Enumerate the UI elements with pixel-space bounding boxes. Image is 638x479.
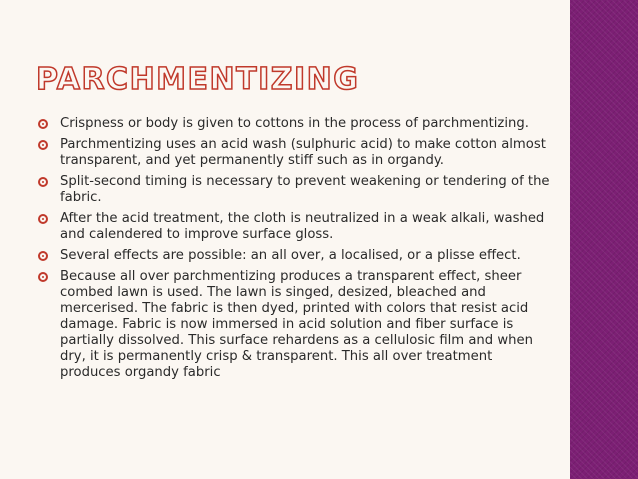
bullet-text: After the acid treatment, the cloth is neutralized in a weak alkali, washed and calendered to improve surface gloss.: [60, 211, 545, 242]
bullet-icon: [38, 140, 48, 150]
bullet-text: Split-second timing is necessary to prevent weakening or tendering of the fabric.: [60, 174, 550, 205]
list-item: [36, 269, 556, 381]
list-item: [36, 248, 556, 264]
bullet-icon: [38, 251, 48, 261]
bullet-text: Several effects are possible: an all over, a localised, or a plisse effect.: [60, 248, 521, 263]
list-item: [36, 211, 556, 243]
bullet-icon: [38, 214, 48, 224]
bullet-list: [36, 116, 556, 386]
list-item: [36, 174, 556, 206]
bullet-text: Crispness or body is given to cottons in the process of parchmentizing.: [60, 116, 529, 131]
list-item: [36, 116, 556, 132]
bullet-text: Because all over parchmentizing produces a transparent effect, sheer combed lawn is used. The lawn is singed, desized, bleached and mercerised. The fabric is then dyed, printed with colors that resist acid damage. Fabric is now immersed in acid solution and fiber surface is partially dissolved. This surface rehardens as a cellulosic film and when dry, it is permanently crisp & transparent. This all over treatment produces organdy fabric: [60, 269, 533, 380]
bullet-icon: [38, 272, 48, 282]
slide-title: PARCHMENTIZING: [36, 62, 360, 97]
bullet-text: Parchmentizing uses an acid wash (sulphuric acid) to make cotton almost transparent, and yet permanently stiff such as in organdy.: [60, 137, 546, 168]
bullet-icon: [38, 119, 48, 129]
decorative-side-bar: [570, 0, 638, 479]
bullet-icon: [38, 177, 48, 187]
list-item: [36, 137, 556, 169]
